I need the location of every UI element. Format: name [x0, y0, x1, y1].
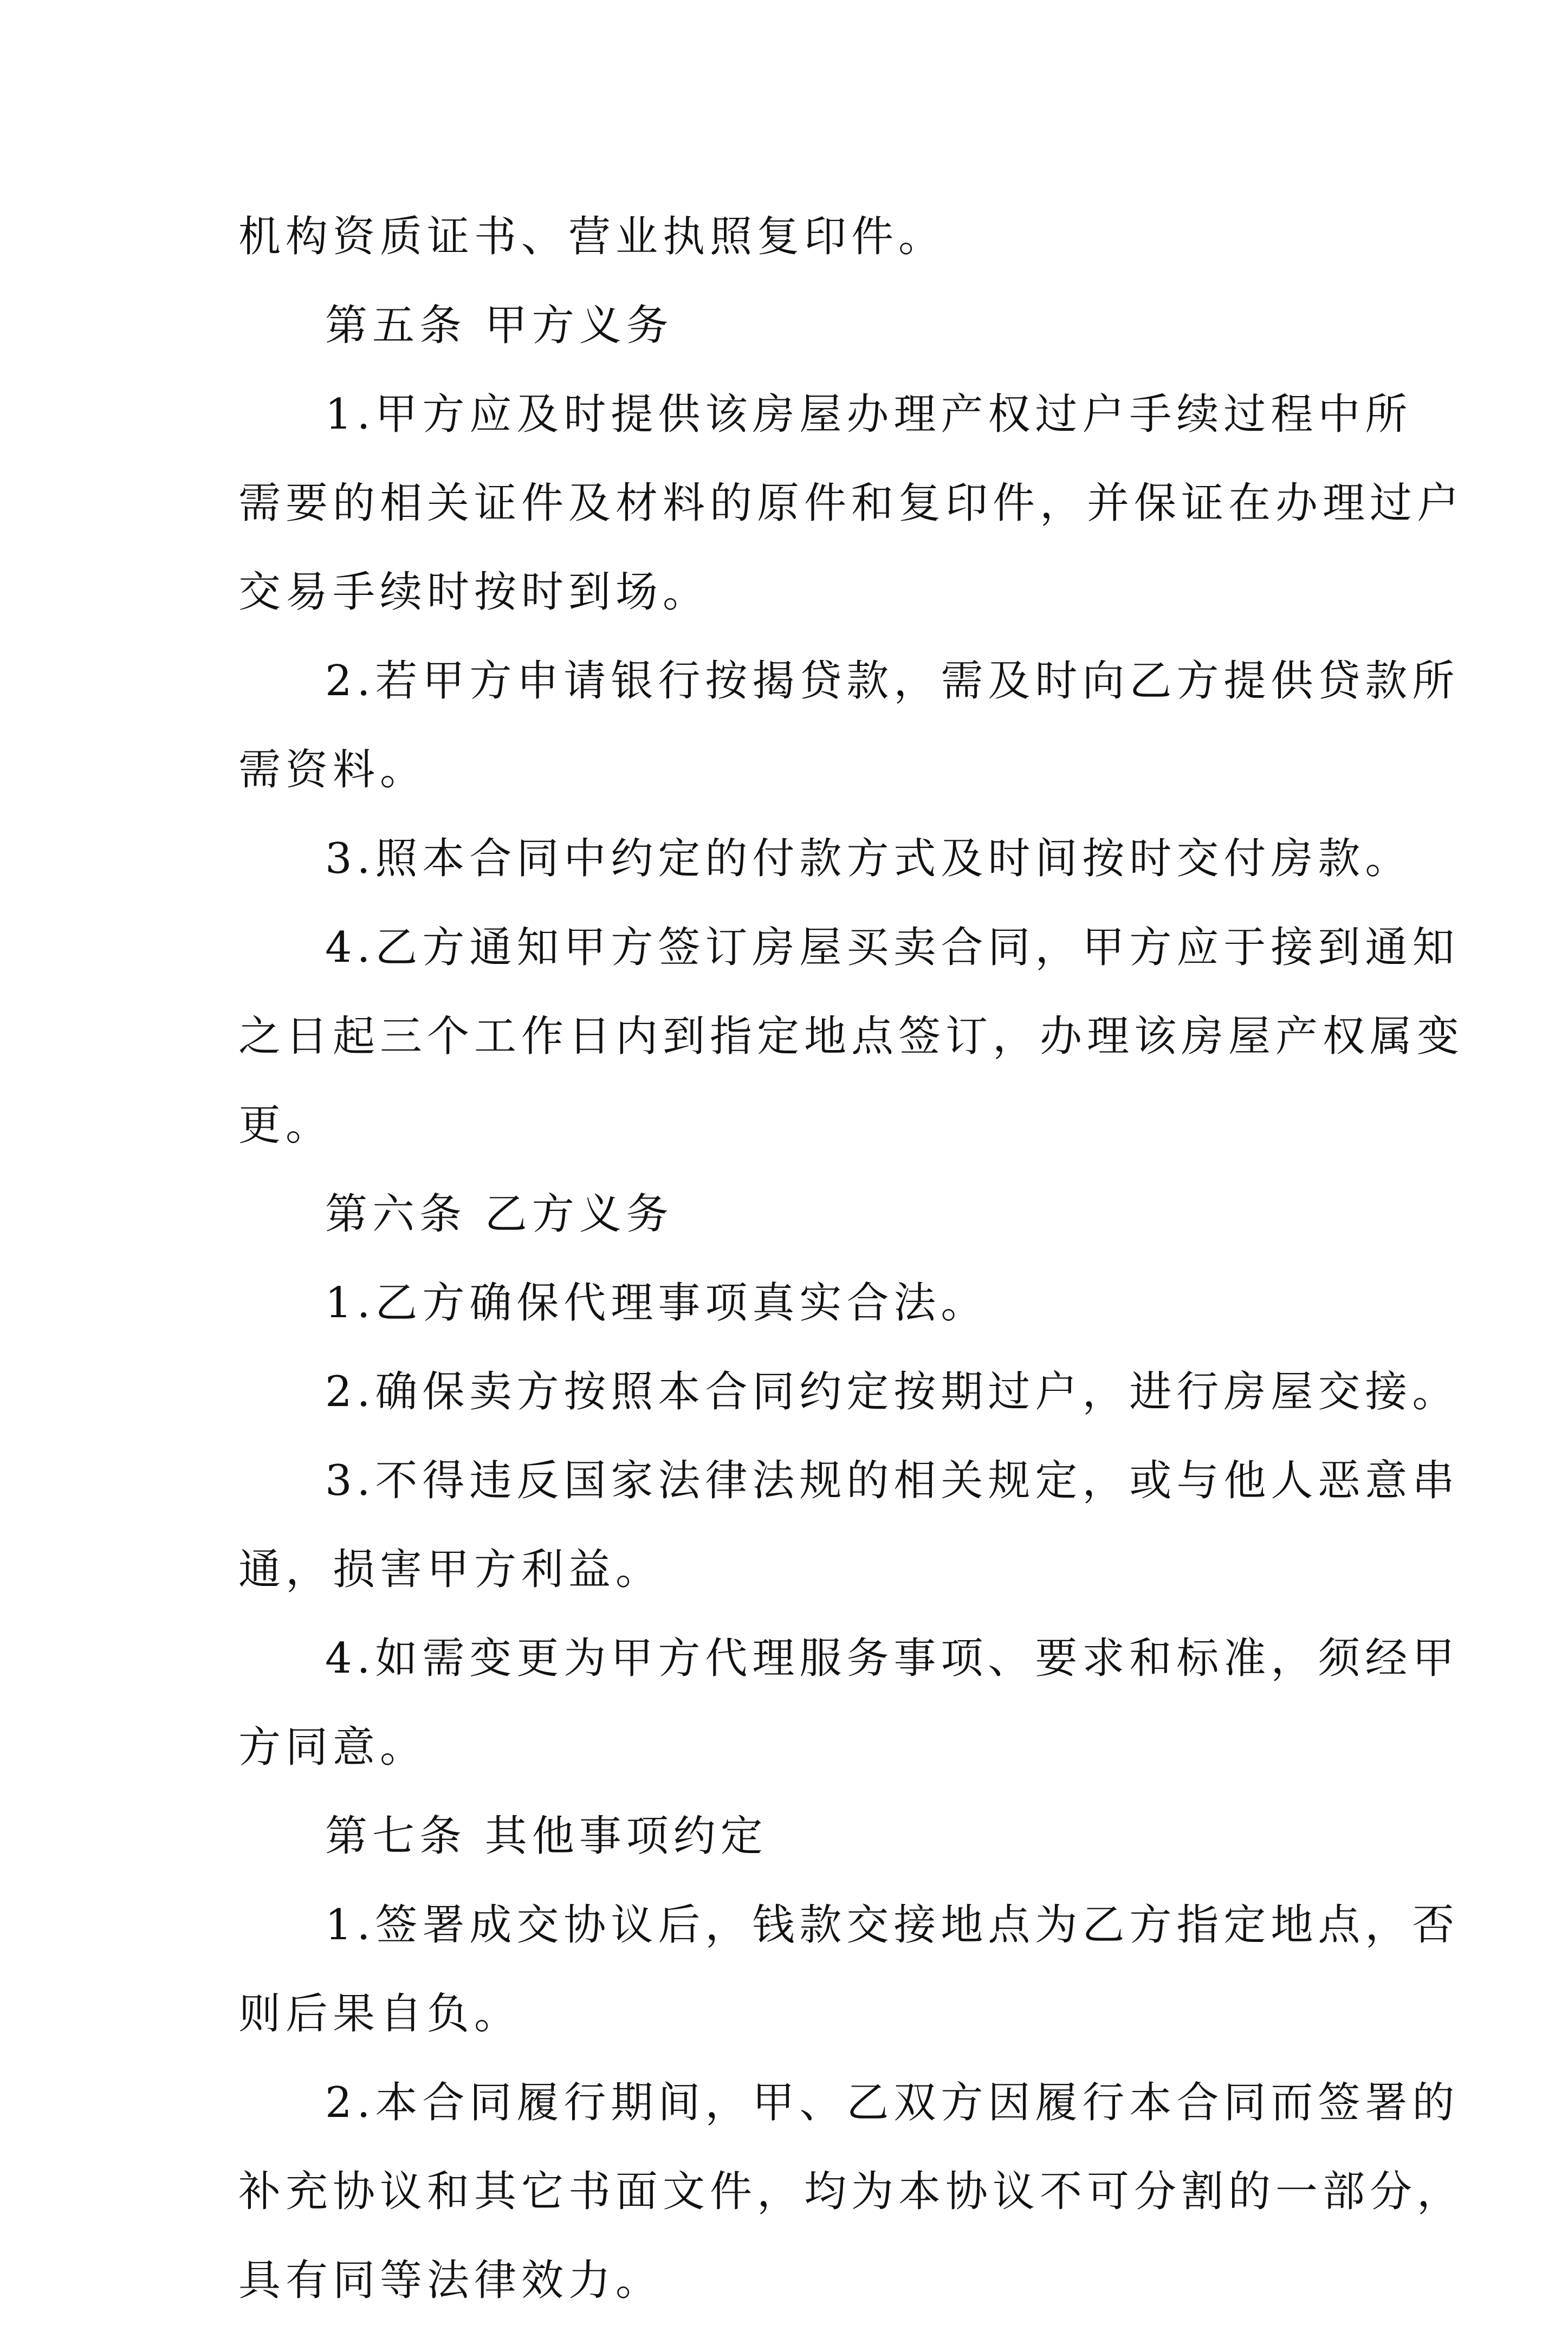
text-line: 交易手续时按时到场。 [238, 568, 710, 617]
text-line: 4.乙方通知甲方签订房屋买卖合同，甲方应于接到通知 [325, 923, 1460, 972]
text-line: 2.确保卖方按照本合同约定按期过户，进行房屋交接。 [325, 1368, 1460, 1416]
text-line: 4.如需变更为甲方代理服务事项、要求和标准，须经甲 [325, 1634, 1460, 1683]
text-line: 机构资质证书、营业执照复印件。 [238, 212, 946, 261]
text-line: 通，损害甲方利益。 [238, 1545, 663, 1594]
section-heading: 第七条 其他事项约定 [325, 1812, 768, 1861]
text-line: 3.照本合同中约定的付款方式及时间按时交付房款。 [325, 834, 1413, 883]
text-line: 更。 [238, 1101, 333, 1150]
text-line: 之日起三个工作日内到指定地点签订，办理该房屋产权属变 [238, 1012, 1465, 1061]
text-line: 具有同等法律效力。 [238, 2256, 663, 2305]
text-line: 方同意。 [238, 1723, 427, 1772]
text-line: 2.若甲方申请银行按揭贷款，需及时向乙方提供贷款所 [325, 657, 1460, 705]
document-body [238, 192, 1465, 2325]
text-line: 补充协议和其它书面文件，均为本协议不可分割的一部分， [238, 2167, 1465, 2216]
section-heading: 第六条 乙方义务 [325, 1190, 673, 1239]
text-line: 1.乙方确保代理事项真实合法。 [325, 1279, 988, 1327]
text-line: 2.本合同履行期间，甲、乙双方因履行本合同而签署的 [325, 2078, 1460, 2127]
section-heading: 第五条 甲方义务 [325, 301, 673, 350]
text-line: 3.不得违反国家法律法规的相关规定，或与他人恶意串 [325, 1456, 1460, 1505]
text-line: 需要的相关证件及材料的原件和复印件，并保证在办理过户 [238, 479, 1465, 528]
text-line: 需资料。 [238, 746, 427, 794]
text-line: 则后果自负。 [238, 1990, 522, 2038]
text-line: 1.签署成交协议后，钱款交接地点为乙方指定地点，否 [325, 1901, 1460, 1950]
text-line: 1.甲方应及时提供该房屋办理产权过户手续过程中所 [325, 390, 1413, 439]
